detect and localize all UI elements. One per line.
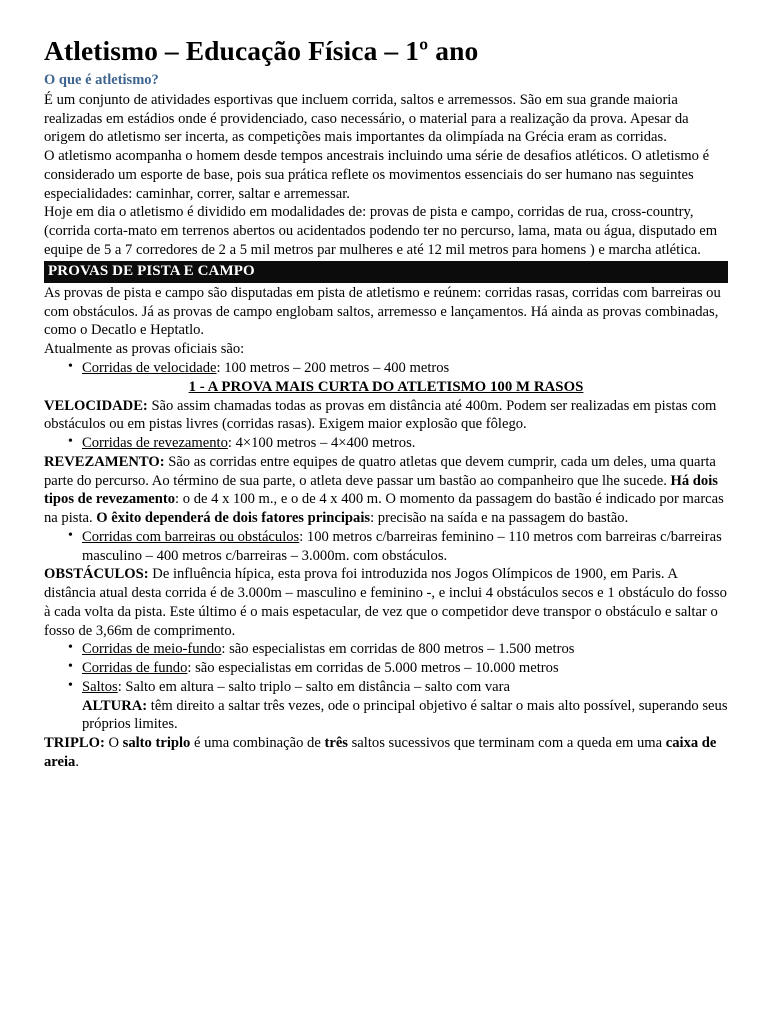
list-item — [44, 678, 728, 697]
paragraph-velocidade — [44, 397, 728, 435]
triplo-bold1: salto triplo — [122, 735, 191, 752]
bullet-text: : 4×100 metros – 4×400 metros. — [227, 435, 416, 452]
triplo-part4: . — [75, 753, 79, 770]
bullet-label: Corridas com barreiras ou obstáculos — [82, 528, 300, 545]
revezamento-bold1: Há dois tipos de revezamento — [44, 472, 718, 508]
term-triplo: TRIPLO: — [44, 735, 105, 752]
paragraph-triplo — [44, 734, 728, 772]
list-item — [44, 359, 728, 378]
list-item — [44, 659, 728, 678]
list-item — [44, 434, 728, 453]
paragraph-altura — [44, 697, 728, 735]
list-item — [44, 528, 728, 566]
bullet-label: Corridas de meio-fundo — [82, 641, 222, 658]
paragraph-provas-overview: As provas de pista e campo são disputadas em pista de atletismo e reúnem: corridas rasas, corridas com barreiras ou com obstáculos. Já as provas de campo englobam saltos, arremesso e lançamentos. Há ainda as provas combinadas, como o Decatlo e Heptatlo. — [44, 284, 721, 339]
section-subtitle: O que é atletismo? — [44, 71, 159, 88]
bullet-list-revezamento — [44, 434, 728, 453]
bullet-text: : 100 metros – 200 metros – 400 metros — [216, 359, 450, 376]
bullet-list-fundo-saltos — [44, 640, 728, 696]
term-velocidade: VELOCIDADE: — [44, 397, 148, 414]
page-title: Atletismo – Educação Física – 1º ano — [44, 35, 479, 66]
triplo-part3: saltos sucessivos que terminam com a queda em uma — [347, 735, 666, 752]
paragraph-modalities: Hoje em dia o atletismo é dividido em modalidades de: provas de pista e campo, corridas de rua, cross-country,(corrida corta-mato em terrenos abertos ou acidentados podendo ter no percurso, lama, mata ou água, disputado em equipe de 5 a 7 corredores de 2 a 5 mil metros par mulheres e até 12 mil metros para homens ) e marcha atlética. — [44, 204, 718, 258]
term-obstaculos: OBSTÁCULOS: — [44, 566, 149, 583]
list-item — [44, 640, 728, 659]
bullet-list-velocidade — [44, 359, 728, 378]
paragraph-history: O atletismo acompanha o homem desde tempos ancestrais incluindo uma série de desafios atléticos. O atletismo é considerado um esporte de base, pois sua prática reflete os movimentos essenciais do ser humano nas seguintes especialidades: caminhar, correr, saltar e arremessar. — [44, 148, 710, 202]
triplo-bold3: caixa de areia — [44, 735, 717, 770]
term-altura: ALTURA: — [82, 697, 148, 714]
bullet-text: : são especialistas em corridas de 800 metros – 1.500 metros — [221, 641, 575, 658]
centered-heading-prova-mais-curta: 1 - A PROVA MAIS CURTA DO ATLETISMO 100 M RASOS — [188, 378, 584, 395]
triplo-part1: O — [104, 735, 123, 752]
bullet-text: : são especialistas em corridas de 5.000 metros – 10.000 metros — [187, 660, 559, 677]
bullet-label: Corridas de revezamento — [82, 435, 228, 452]
paragraph-velocidade-text: São assim chamadas todas as provas em distância até 400m. Podem ser realizadas em pistas com obstáculos ou em pistas livres (corridas rasas). Exigem maior explosão que fôlego. — [44, 397, 717, 433]
paragraph-revezamento — [44, 453, 728, 528]
bullet-label: Corridas de fundo — [82, 660, 188, 677]
paragraph-altura-text: têm direito a saltar três vezes, ode o principal objetivo é saltar o mais alto possível, superando seus próprios limites. — [82, 697, 728, 733]
paragraph-definition: É um conjunto de atividades esportivas que incluem corrida, saltos e arremessos. São em sua grande maioria realizadas em estádios onde é providenciado, caso necessário, o material para a realização da prova. Apesar da origem do atletismo ser incerta, as competições mais importantes da olimpíada na Grécia eram as corridas. — [44, 91, 689, 146]
bullet-text: : 100 metros c/barreiras feminino – 110 metros com barreiras c/barreiras masculino – 400 metros c/barreiras – 3.000m. com obstáculos. — [82, 528, 722, 564]
bullet-text: : Salto em altura – salto triplo – salto em distância – salto com vara — [117, 678, 511, 695]
bullet-list-barreiras — [44, 528, 728, 566]
paragraph-provas-oficiais-intro: Atualmente as provas oficiais são: — [44, 341, 245, 358]
bullet-label: Saltos — [82, 678, 118, 695]
revezamento-part1: São as corridas entre equipes de quatro atletas que devem cumprir, cada um deles, uma quarta parte do percurso. Ao término de sua parte, o atleta deve passar um bastão ao companheiro que lhe sucede. — [44, 453, 716, 489]
section-banner-provas-de-pista-e-campo: PROVAS DE PISTA E CAMPO — [44, 261, 728, 283]
paragraph-obstaculos — [44, 565, 728, 640]
revezamento-part3: : precisão na saída e na passagem do bastão. — [370, 510, 629, 527]
bullet-label: Corridas de velocidade — [82, 359, 217, 376]
triplo-part2: é uma combinação de — [190, 735, 325, 752]
revezamento-bold2: O êxito dependerá de dois fatores principais — [96, 510, 371, 527]
revezamento-part2: : o de 4 x 100 m., e o de 4 x 400 m. O momento da passagem do bastão é indicado por marcas na pista. — [44, 491, 724, 527]
term-revezamento: REVEZAMENTO: — [44, 453, 165, 470]
paragraph-obstaculos-text: De influência hípica, esta prova foi introduzida nos Jogos Olímpicos de 1900, em Paris. A distância atual desta corrida é de 3.000m – masculino e feminino -, e inclui 4 obstáculos secos e 1 obstáculo do fosso à cada volta da pista. Este último é o mais espetacular, de vez que o competidor deve transpor o obstáculo e saltar o fosso de 3,66m de comprimento. — [44, 566, 727, 639]
triplo-bold2: três — [324, 735, 348, 752]
